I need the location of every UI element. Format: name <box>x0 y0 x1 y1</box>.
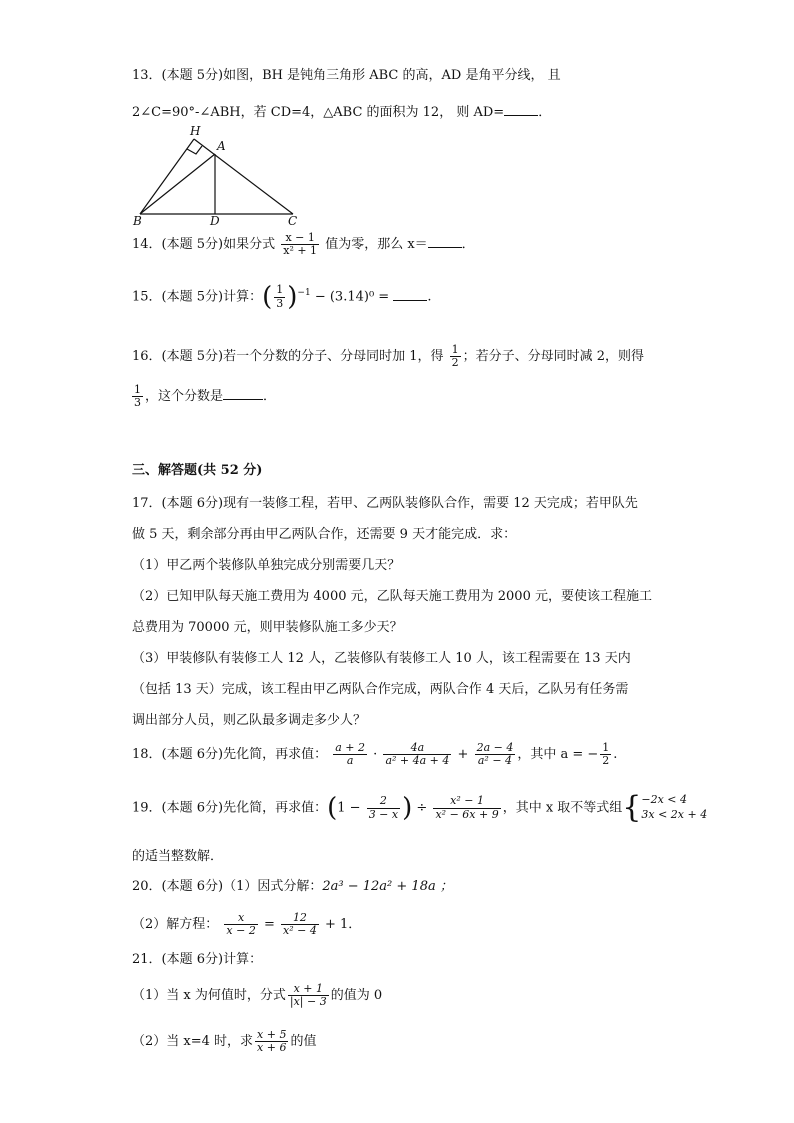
q15-rest: − (3.14)⁰ = <box>314 289 390 305</box>
q14-pre: 14．(本题 5分)如果分式 <box>132 237 276 253</box>
q17-line6: （3）甲装修队有装修工人 12 人，乙装修队有装修工人 10 人，该工程需要在 13 天内 <box>132 651 631 666</box>
q20-line1-pre: 20．(本题 6分)（1）因式分解： <box>132 879 323 894</box>
q13-end: ． <box>538 105 552 120</box>
q15-open-paren: ( <box>262 282 273 312</box>
q19-f1-den: 3 − x <box>368 807 399 821</box>
q21-p2-den: x + 6 <box>257 1041 287 1055</box>
segment-BA <box>140 154 215 214</box>
q16-answer-blank <box>223 387 263 400</box>
q19-close-paren: ) <box>402 793 413 823</box>
q19-post: ，其中 x 取不等式组 <box>502 800 623 816</box>
q16-third-den: 3 <box>134 396 141 410</box>
q13-line2 <box>132 103 551 119</box>
q16-line1-post: ；若分子、分母同时减 2，则得 <box>462 349 645 365</box>
q16-line2-post: ，这个分数是 <box>145 389 224 405</box>
q19 <box>132 790 708 825</box>
q20-line2 <box>132 912 361 937</box>
q13-triangle-figure <box>130 122 310 226</box>
q14-answer-blank <box>428 235 462 248</box>
label-B: B <box>133 214 142 226</box>
q21-p1-pre: （1）当 x 为何值时，分式 <box>132 988 286 1004</box>
q15-close-paren: ) <box>287 282 298 312</box>
q19-line2: 的适当整数解． <box>132 849 224 864</box>
q14 <box>132 232 475 257</box>
q20-eq: = <box>263 917 275 933</box>
q21-p2-num: x + 5 <box>257 1028 287 1041</box>
q18-end: . <box>613 747 618 763</box>
right-angle-mark <box>187 146 202 154</box>
q16-third-fraction <box>132 384 143 409</box>
q18-op2: + <box>457 747 469 763</box>
q19-f2-den: x² − 6x + 9 <box>435 807 499 821</box>
q18 <box>132 742 617 767</box>
q16-half-fraction <box>450 344 461 369</box>
q20-post: + 1． <box>325 917 362 933</box>
q19-inequality-system <box>641 793 707 823</box>
q18-value-num: 1 <box>602 741 610 754</box>
q20-right-den: x² − 4 <box>283 924 317 938</box>
q19-ineq-2: 3x < 2x + 4 <box>641 808 708 821</box>
q20-left-num: x <box>224 912 257 925</box>
q13-line1: 13．(本题 5分)如图，BH 是钝角三角形 ABC 的高，AD 是角平分线， 且 <box>132 68 561 83</box>
q16-half-den: 2 <box>451 356 459 370</box>
q18-f2-den: a² + 4a + 4 <box>385 754 450 768</box>
label-C: C <box>288 214 298 226</box>
q19-fraction-2 <box>433 795 500 820</box>
q15-base-num: 1 <box>276 283 284 297</box>
q18-f3-num: 2a − 4 <box>476 741 514 754</box>
q16-half-num: 1 <box>451 343 459 356</box>
q21-p2-post: 的值 <box>290 1034 317 1050</box>
q21-part2 <box>132 1029 316 1054</box>
q17-line7: （包括 13 天）完成，该工程由甲乙两队合作完成，两队合作 4 天后，乙队另有任务需 <box>132 682 629 697</box>
label-H: H <box>190 124 201 138</box>
q18-f2-num: 4a <box>383 742 451 755</box>
q16-line2 <box>132 384 276 409</box>
q15-exponent: −1 <box>297 288 311 299</box>
q21-p1-post: 的值为 0 <box>330 988 383 1004</box>
segment-BH <box>140 139 194 214</box>
q16-line1 <box>132 344 644 369</box>
q14-end: ． <box>461 237 475 253</box>
q15-base-den: 3 <box>276 296 284 310</box>
q20-factor-expr: 2a³ − 12a² + 18a ； <box>322 879 453 894</box>
segment-HC <box>194 139 293 214</box>
q15-base-fraction <box>274 284 285 309</box>
q18-pre: 18．(本题 6分)先化简，再求值： <box>132 747 328 763</box>
q18-value-fraction <box>600 742 611 767</box>
q21-p1-den: |x| − 3 <box>289 995 327 1009</box>
q17-line8: 调出部分人员，则乙队最多调走多少人？ <box>132 713 367 728</box>
q14-num: x − 1 <box>281 232 319 245</box>
q19-ineq-1: −2x < 4 <box>641 793 688 807</box>
q21-p2-fraction <box>255 1029 288 1054</box>
q20-left-fraction <box>224 912 257 937</box>
q18-post: ，其中 a = − <box>517 747 599 763</box>
q15-answer-blank <box>393 288 427 301</box>
q19-op: ÷ <box>416 800 428 816</box>
q13-line2-text: 2∠C=90°-∠ABH，若 CD=4，△ABC 的面积为 12， 则 AD= <box>132 105 505 120</box>
q19-fraction-1 <box>367 795 400 820</box>
q13-answer-blank <box>504 103 538 116</box>
q20-line1 <box>132 880 453 893</box>
q21-p1-num: x + 1 <box>288 983 329 996</box>
q18-op1: · <box>373 747 378 763</box>
q21-part1 <box>132 983 382 1008</box>
q18-fraction-3 <box>475 742 516 767</box>
q17-line5: 总费用为 70000 元，则甲装修队施工多少天？ <box>132 620 403 635</box>
q21-p1-fraction <box>288 983 329 1008</box>
q18-fraction-1 <box>333 742 367 767</box>
q17-line2: 做 5 天，剩余部分再由甲乙两队合作，还需要 9 天才能完成．求： <box>132 527 517 542</box>
q19-brace: { <box>622 790 642 825</box>
q17-line3: （1）甲乙两个装修队单独完成分别需要几天？ <box>132 558 401 573</box>
q20-right-fraction <box>281 912 319 937</box>
label-A: A <box>217 139 226 153</box>
q20-left-den: x − 2 <box>226 924 256 938</box>
q14-fraction <box>281 232 319 257</box>
q16-third-num: 1 <box>134 383 141 396</box>
q19-f2-num: x² − 1 <box>433 795 500 808</box>
q21-p2-pre: （2）当 x=4 时，求 <box>132 1034 254 1050</box>
q20-right-num: 12 <box>281 912 319 925</box>
q18-f1-den: a <box>346 754 354 768</box>
q15 <box>132 284 431 310</box>
q20-line2-pre: （2）解方程： <box>132 917 219 933</box>
section-heading: 三、解答题(共 52 分) <box>132 463 263 478</box>
q16-end: ． <box>263 389 277 405</box>
q17-line1: 17．(本题 6分)现有一装修工程，若甲、乙两队装修队合作，需要 12 天完成；若甲队先 <box>132 496 638 511</box>
q17-line4: （2）已知甲队每天施工费用为 4000 元，乙队每天施工费用为 2000 元，要使该工程施工 <box>132 589 652 604</box>
label-D: D <box>210 214 220 226</box>
q16-line1-pre: 16．(本题 5分)若一个分数的分子、分母同时加 1，得 <box>132 349 444 365</box>
q14-den: x² + 1 <box>283 244 318 258</box>
q15-end: . <box>427 289 432 305</box>
q19-open-paren: ( <box>327 793 338 823</box>
q15-pre: 15．(本题 5分)计算： <box>132 289 263 305</box>
q19-pre: 19．(本题 6分)先化简，再求值： <box>132 800 328 816</box>
q19-one: 1 − <box>337 800 361 816</box>
q18-f1-num: a + 2 <box>335 741 366 754</box>
q14-post: 值为零，那么 x＝ <box>325 237 428 253</box>
q19-f1-num: 2 <box>367 795 400 808</box>
q18-value-den: 2 <box>602 754 610 768</box>
q18-f3-den: a² − 4 <box>477 754 513 768</box>
q18-fraction-2 <box>383 742 451 767</box>
q21-line1: 21．(本题 6分)计算： <box>132 952 263 967</box>
